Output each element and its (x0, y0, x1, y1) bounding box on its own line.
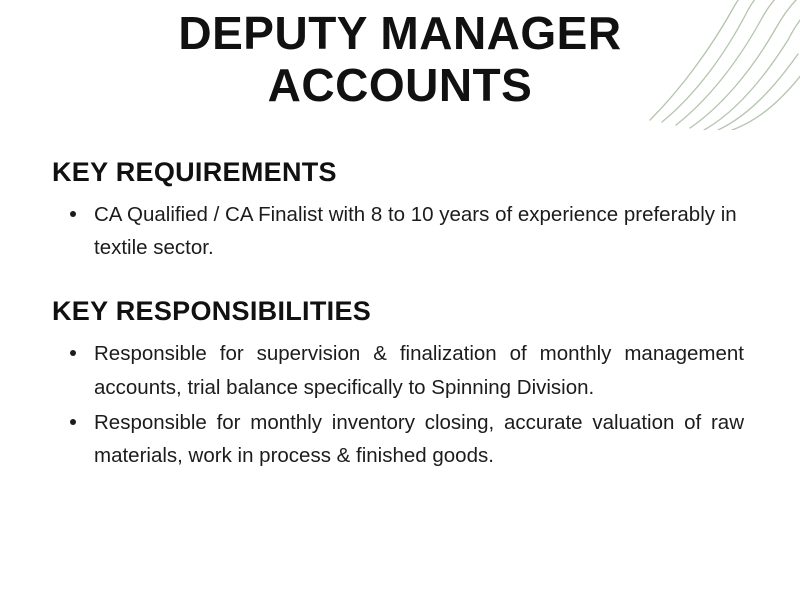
list-item: Responsible for monthly inventory closing, accurate valuation of raw materials, work in process & finished goods. (52, 406, 750, 472)
responsibilities-list (52, 337, 750, 472)
section-heading-requirements: KEY REQUIREMENTS (52, 157, 337, 188)
page-title: DEPUTY MANAGER ACCOUNTS (178, 7, 622, 111)
section-key-requirements (0, 157, 800, 264)
list-item: CA Qualified / CA Finalist with 8 to 10 years of experience preferably in textile sector. (52, 198, 750, 264)
section-key-responsibilities (0, 296, 800, 472)
requirements-list (52, 198, 750, 264)
section-heading-responsibilities: KEY RESPONSIBILITIES (52, 296, 372, 327)
list-item: Responsible for supervision & finalization of monthly management accounts, trial balance specifically to Spinning Division. (52, 337, 750, 403)
